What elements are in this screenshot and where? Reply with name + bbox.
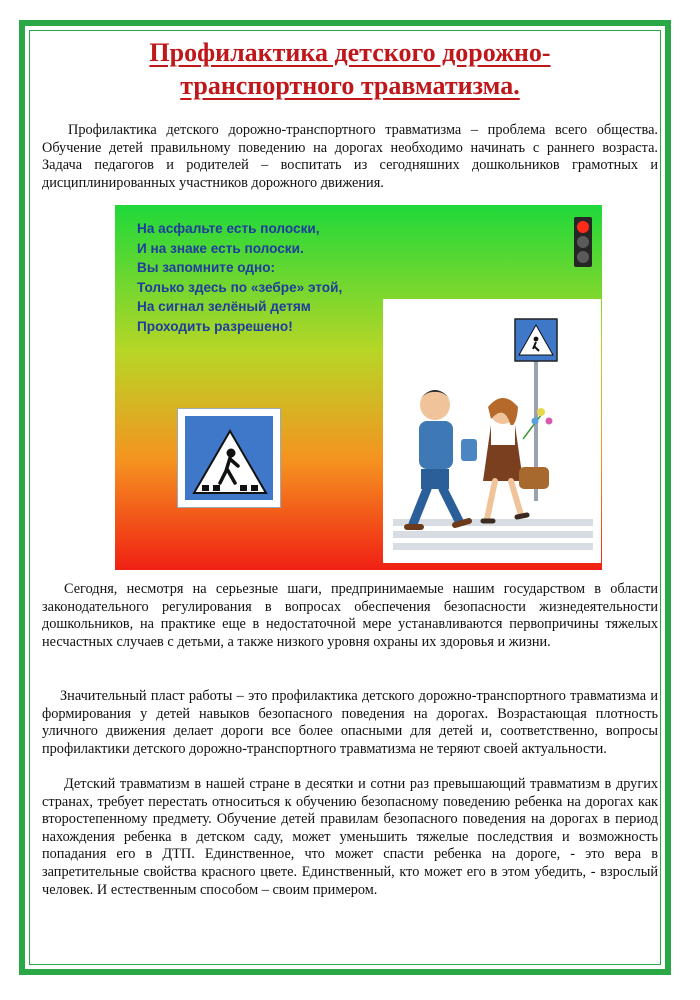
traffic-light-icon (574, 217, 592, 267)
poem-line: На асфальте есть полоски, (137, 221, 320, 236)
paragraph-intro: Профилактика детского дорожно-транспортного травматизма – проблема всего общества. Обучение детей правильному поведению на дорогах необходимо начинать с раннего возраста. Задача педагогов и родителей – воспитать из сегодняшних дошкольников грамотных и дисциплинированных участников дорожного движения. (42, 122, 658, 191)
paragraph-3: Значительный пласт работы – это профилактика детского дорожно-транспортного травматизма и формирования у детей навыков безопасного поведения на дорогах. Возрастающая плотность уличного движения делает дороги все более опасными для детей и, соответственно, вопросы профилактики детского дорожно-транспортного травматизма не теряют своей актуальности. (42, 688, 658, 757)
poem-line: И на знаке есть полоски. (137, 240, 304, 256)
poem-line: На сигнал зелёный детям (137, 299, 311, 314)
page-title (50, 36, 650, 102)
poem-line: Только здесь по «зебре» этой, (137, 279, 343, 295)
paragraph-4: Детский травматизм в нашей стране в десятки и сотни раз превышающий травматизм в других странах, требует перестать относиться к обучению безопасному поведению ребенка на дорогах как второстепенному предмету. Обучение детей правилам безопасного поведения на дорогах в период нахождения ребенка в детском саду, может уменьшить тяжелые последствия и возможность попадания его в ДТП. Единственное, что может спасти ребенка на дороге, - это вера в запретительные свойства красного цвете. Единственный, кто может его в этом убедить, - взрослый человек. И естественным способом – своим примером. (42, 776, 658, 898)
title-line-2: транспортного травматизма. (180, 71, 520, 100)
title-line-1: Профилактика детского дорожно- (149, 38, 551, 67)
paragraph-2: Сегодня, несмотря на серьезные шаги, предпринимаемые нашим государством в области законодательного регулирования в вопросах обеспечения безопасности жизнедеятельности дошкольников, на практике еще в недостаточной мере устанавливаются первопричины тяжелых несчастных случаев с детьми, а также низкого уровня охраны их здоровья и жизни. (42, 581, 658, 650)
green-lamp-icon (577, 251, 589, 263)
poster-poem (137, 219, 342, 336)
poster-image (115, 205, 602, 570)
amber-lamp-icon (577, 236, 589, 248)
pedestrian-triangle-icon (178, 409, 282, 509)
pedestrian-crossing-sign-icon (177, 408, 281, 508)
children-crossing-illustration (383, 299, 601, 563)
poem-line: Вы запомните одно: (137, 260, 276, 275)
red-lamp-icon (577, 221, 589, 233)
poem-line: Проходить разрешено! (137, 318, 293, 334)
